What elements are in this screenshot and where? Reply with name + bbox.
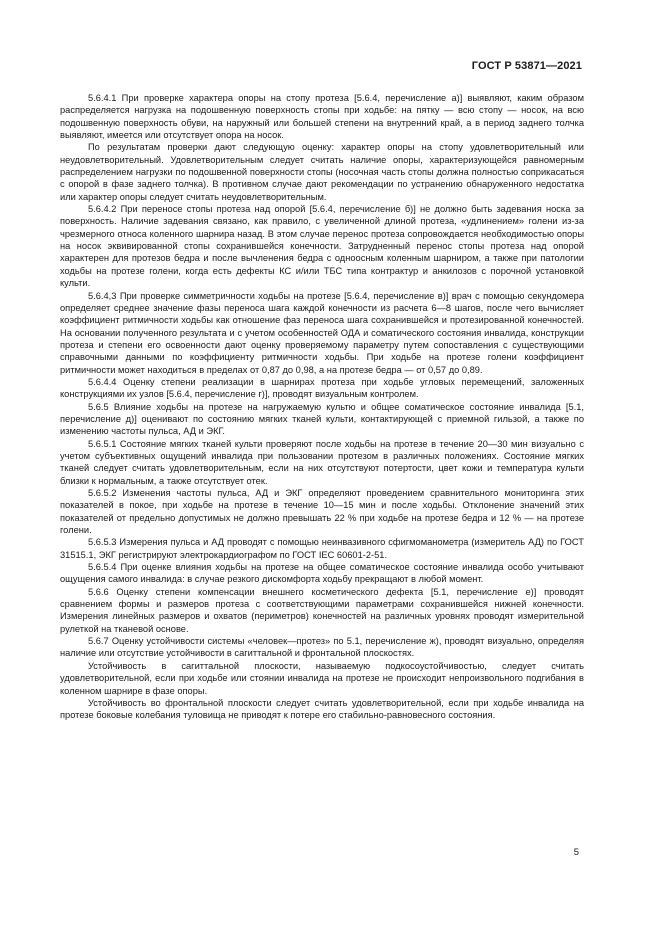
paragraph-assessment: По результатам проверки дают следующую оценку: характер опоры на стопу удовлетворительный или неудовлетворительный. Удовлетворительным следует считать наличие опоры, характеризующейся равномерным распределением нагрузки по подошвенной поверхности стопы (носочная часть стопы должна полностью соприкасаться с опорой в фазе заднего толчка). В противном случае дают рекомендации по устранению обнаруженного недостатка или характер опоры следует считать неудовлетворительным. — [60, 142, 584, 202]
paragraph-5-6-5: 5.6.5 Влияние ходьбы на протезе на нагружаемую культю и общее соматическое состояние инвалида [5.1, перечисление д)] оценивают по состоянию мягких тканей культи, контактирующей с приемной гильзой, а также по изменению частоты пульса, АД и ЭКГ. — [60, 401, 584, 437]
paragraph-sagittal-stability: Устойчивость в сагиттальной плоскости, называемую подкосоустойчивостью, следует считать удовлетворительной, если при ходьбе или стоянии инвалида на протезе не происходит непроизвольного подгибания в коленном шарнире в фазе опоры. — [60, 660, 584, 696]
page-number: 5 — [573, 847, 579, 858]
paragraph-5-6-5-4: 5.6.5.4 При оценке влияния ходьбы на протезе на общее соматическое состояние инвалида особо учитывают ощущения самого инвалида: в случае резкого дискомфорта ходьбу прекращают в любой момент. — [60, 562, 584, 585]
paragraph-5-6-4-4: 5.6.4.4 Оценку степени реализации в шарнирах протеза при ходьбе угловых перемещений, заложенных конструкциями их узлов [5.6.4, перечисление г)], проводят визуальным контролем. — [60, 376, 584, 400]
paragraph-5-6-7: 5.6.7 Оценку устойчивости системы «человек—протез» по 5.1, перечисление ж), проводят визуально, определяя наличие или отсутствие устойчивости в сагиттальной и фронтальной плоскостях. — [60, 636, 584, 659]
document-header: ГОСТ Р 53871—2021 — [471, 60, 582, 72]
document-body — [60, 92, 584, 722]
paragraph-frontal-stability: Устойчивость во фронтальной плоскости следует считать удовлетворительной, если при ходьбе инвалида на протезе боковые колебания туловища не приводят к потере его стабильно-равновесного состояния. — [60, 697, 584, 721]
paragraph-5-6-6: 5.6.6 Оценку степени компенсации внешнего косметического дефекта [5.1, перечисление е)] проводят сравнением формы и размеров протеза с соответствующими параметрами сохранившейся нижней конечности. Измерения линейных размеров и охватов (периметров) конечностей на различных уровнях проводят измерительной рулеткой на тканевой основе. — [60, 586, 584, 634]
paragraph-5-6-5-2: 5.6.5.2 Изменения частоты пульса, АД и ЭКГ определяют проведением сравнительного мониторинга этих показателей в покое, при ходьбе на протезе в течение 10—15 мин и после ходьбы. Отклонение значений этих показателей от предельно допустимых не должно превышать 22 % при ходьбе на протезе бедра и 12 % — на протезе голени. — [60, 488, 584, 536]
paragraph-5-6-4-3: 5.6.4,3 При проверке симметричности ходьбы на протезе [5.6.4, перечисление в)] врач с помощью секундомера определяет среднее значение фазы переноса шага каждой конечности из расчета 6—8 шагов, после чего вычисляет коэффициент ритмичности ходьбы как отношение фаз переноса шага сохранившейся и протезированной конечностей. На основании полученного результата и с учетом особенностей ОДА и соматического состояния инвалида, конструкции протеза и степени его освоенности дают оценку проверяемому параметру путем сопоставления с существующими справочными данными по коэффициенту ритмичности ходьбы. При ходьбе на протезе голени коэффициент ритмичности может находиться в пределах от 0,87 до 0,98, а на протезе бедра — от 0,57 до 0,89. — [60, 290, 584, 375]
paragraph-5-6-5-1: 5.6.5.1 Состояние мягких тканей культи проверяют после ходьбы на протезе в течение 20—30 мин визуально с учетом субъективных ощущений инвалида при пользовании протезом в различных положениях. Состояние мягких тканей следует считать удовлетворительным, если на них отсутствуют потертости, цвет кожи и температура культи близки к нормальным, а также отсутствует отек. — [60, 438, 584, 486]
paragraph-5-6-4-2: 5.6.4.2 При переносе стопы протеза над опорой [5.6.4, перечисление б)] не должно быть задевания носка за поверхность. Наличие задевания связано, как правило, с увеличенной длиной протеза, «удлинением» голени из-за чрезмерного относа коленного шарнира назад. В этом случае перенос протеза сопровождается необходимостью опоры на носок эквивированной стопы сохранившейся конечности. Затрудненный перенос стопы протеза над опорой характерен для протезов бедра и после вычленения бедра с одноосным коленным шарниром, а также при патологии ходьбы на протезе голени, когда есть дефекты КС и/или ТБС типа контрактур и анкилозов с порочной установкой культи. — [60, 204, 584, 289]
paragraph-5-6-5-3: 5.6.5.3 Измерения пульса и АД проводят с помощью неинвазивного сфигмоманометра (измеритель АД) по ГОСТ 31515.1, ЭКГ регистрируют электрокардиографом по ГОСТ IEC 60601-2-51. — [60, 537, 584, 560]
paragraph-5-6-4-1: 5.6.4.1 При проверке характера опоры на стопу протеза [5.6.4, перечисление а)] выявляют, каким образом распределяется нагрузка на подошвенную поверхность стопы при ходьбе: на пятку — всю стопу — носок, на всю подошвенную поверхность обуви, на наружный или большей степени на внутренний край, а в период заднего толчка выявляют, имеется или отсутствует опора на носок. — [60, 93, 584, 141]
